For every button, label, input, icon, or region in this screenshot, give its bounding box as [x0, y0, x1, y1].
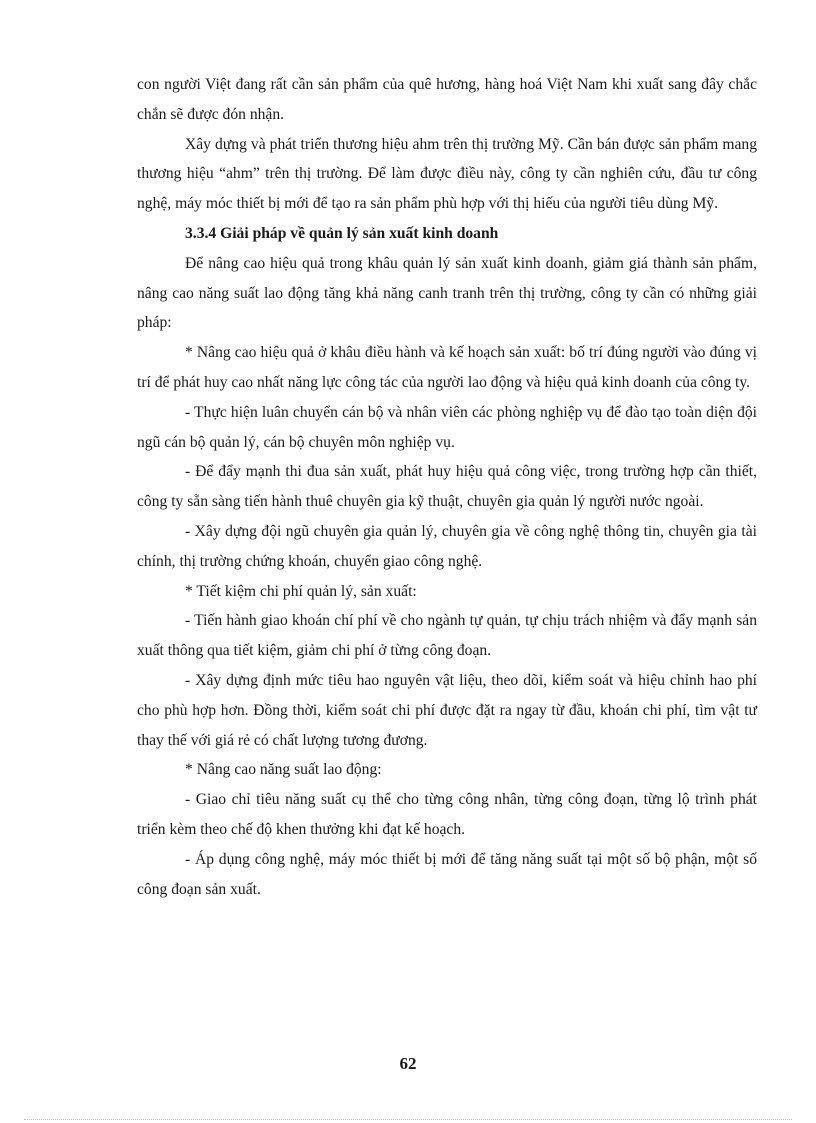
section-heading: 3.3.4 Giải pháp về quản lý sản xuất kinh doanh [185, 224, 499, 242]
page-bottom-divider [24, 1119, 792, 1120]
document-body [137, 70, 757, 904]
paragraph-continuation: con người Việt đang rất cần sản phẩm của quê hương, hàng hoá Việt Nam khi xuất sang đây chắc chắn sẽ được đón nhận. [137, 76, 757, 123]
paragraph-material-norms: - Xây dựng định mức tiêu hao nguyên vật liệu, theo dõi, kiểm soát và hiệu chỉnh hao phí cho phù hợp hơn. Đồng thời, kiểm soát chi phí được đặt ra ngay từ đầu, khoán chi phí, tìm vật tư thay thế với giá rẻ có chất lượng tương đương. [137, 671, 757, 749]
paragraph-new-technology: - Áp dụng công nghệ, máy móc thiết bị mới để tăng năng suất tại một số bộ phận, một số công đoạn sản xuất. [137, 850, 757, 898]
paragraph-staff-rotation: - Thực hiện luân chuyển cán bộ và nhân viên các phòng nghiệp vụ để đào tạo toàn diện đội ngũ cán bộ quản lý, cán bộ chuyên môn nghiệp vụ. [137, 403, 757, 451]
paragraph-management-efficiency: * Nâng cao hiệu quả ở khâu điều hành và kế hoạch sản xuất: bố trí đúng người vào đúng vị trí để phát huy cao nhất năng lực công tác của người lao động và hiệu quả kinh doanh của công ty. [137, 344, 757, 391]
paragraph-expert-team: - Xây dựng đội ngũ chuyên gia quản lý, chuyên gia về công nghệ thông tin, chuyên gia tài chính, thị trường chứng khoán, chuyển giao công nghệ. [137, 522, 757, 570]
paragraph-productivity-targets: - Giao chỉ tiêu năng suất cụ thể cho từng công nhân, từng công đoạn, từng lộ trình phát triển kèm theo chế độ khen thưởng khi đạt kế hoạch. [137, 791, 757, 838]
page-number: 62 [399, 1054, 417, 1073]
paragraph-hire-experts: - Để đẩy mạnh thi đua sản xuất, phát huy hiệu quả công việc, trong trường hợp cần thiết, công ty sẵn sàng tiến hành thuê chuyên gia kỹ thuật, chuyên gia quản lý người nước ngoài. [137, 463, 757, 511]
paragraph-brand-development: Xây dựng và phát triển thương hiệu ahm trên thị trường Mỹ. Cần bán được sản phẩm mang thương hiệu “ahm” trên thị trường. Để làm được điều này, công ty cần nghiên cứu, đầu tư công nghệ, máy móc thiết bị mới để tạo ra sản phẩm phù hợp với thị hiếu của người tiêu dùng Mỹ. [137, 135, 757, 213]
paragraph-cost-contracting: - Tiến hành giao khoán chí phí về cho ngành tự quản, tự chịu trách nhiệm và đẩy mạnh sản xuất thông qua tiết kiệm, giảm chi phí ở từng công đoạn. [137, 612, 757, 660]
paragraph-cost-saving: * Tiết kiệm chi phí quản lý, sản xuất: [185, 582, 417, 600]
paragraph-productivity: * Nâng cao năng suất lao động: [185, 761, 382, 779]
paragraph-intro: Để nâng cao hiệu quả trong khâu quản lý sản xuất kinh doanh, giảm giá thành sản phẩm, nâng cao năng suất lao động tăng khả năng canh tranh trên thị trường, công ty cần có những giải pháp: [137, 254, 757, 332]
